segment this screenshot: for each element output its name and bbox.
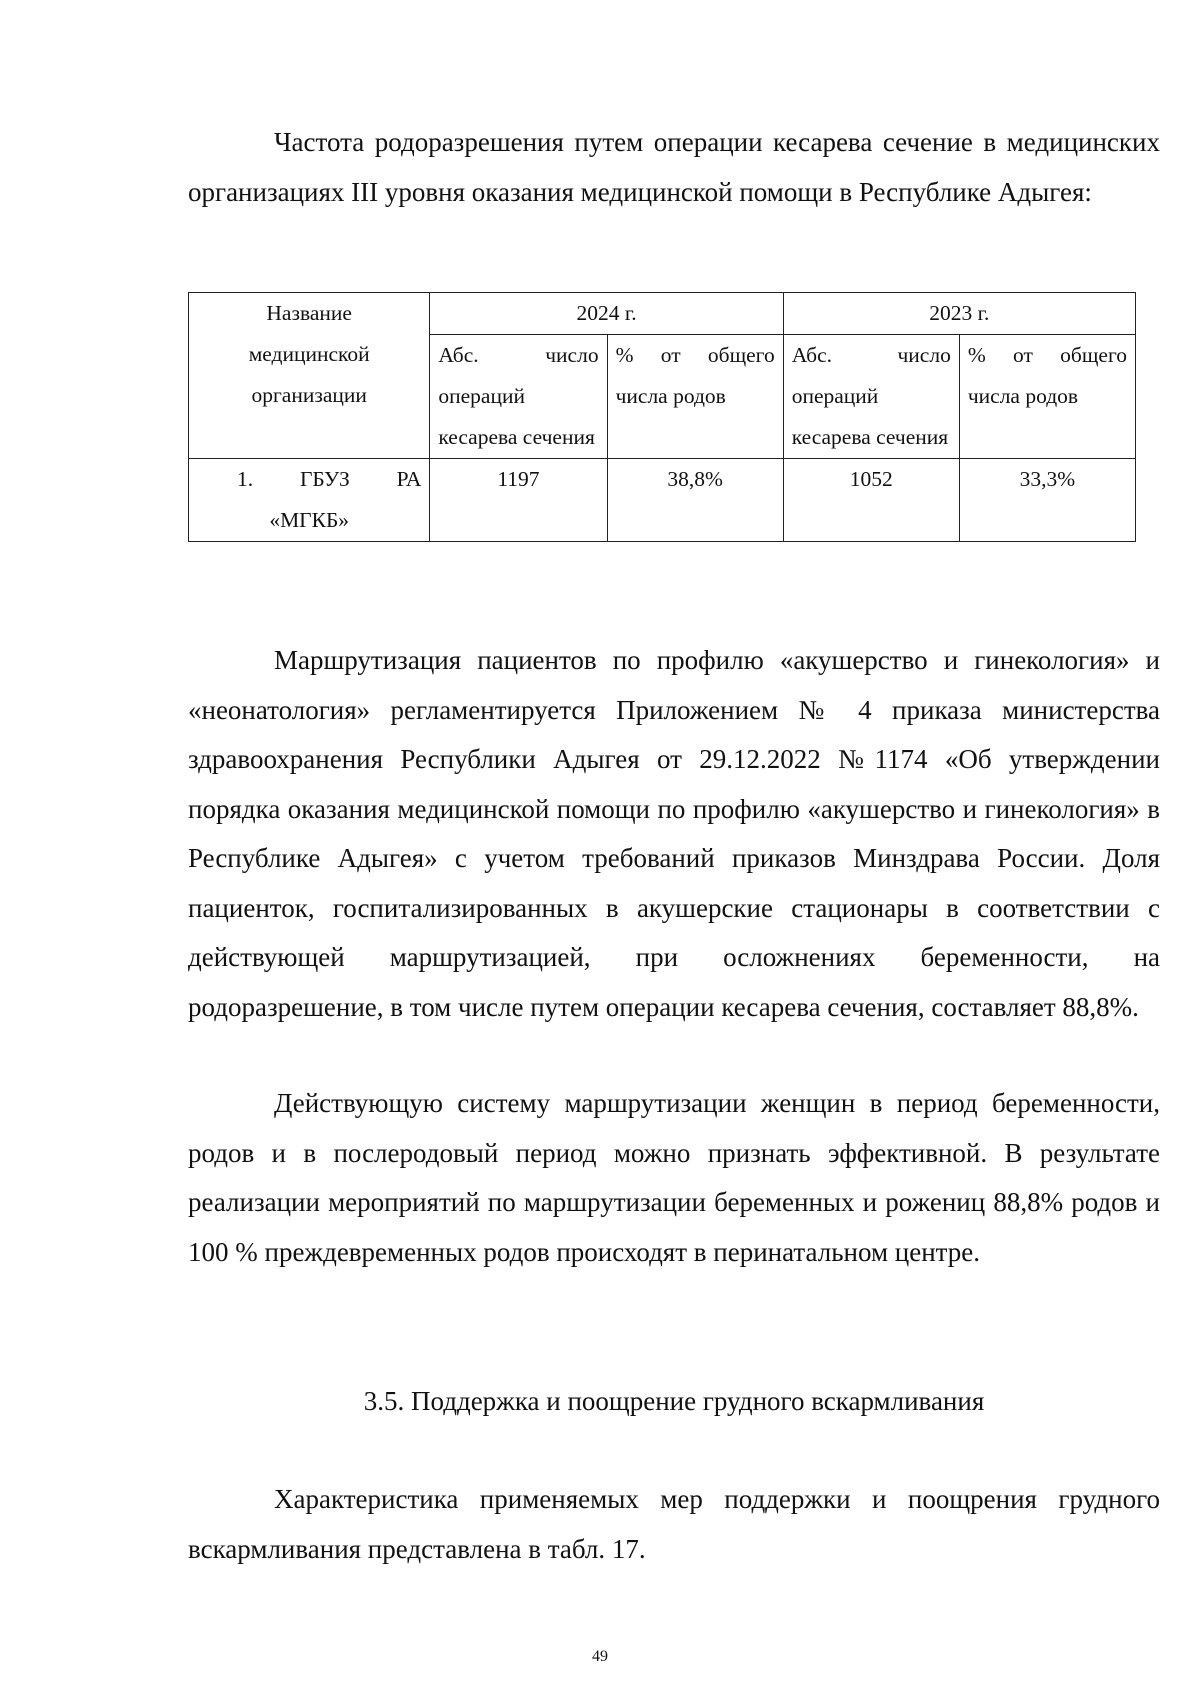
header-year-2024: 2024 г. (430, 293, 783, 335)
breastfeeding-text: Характеристика применяемых мер поддержки и поощрения грудного вскармливания представлена в табл. 17. (188, 1484, 1160, 1564)
header-pct-2023: % от общего числа родов (959, 335, 1135, 459)
header-abs-2023: Абс. число операций кесарева сечения (783, 335, 959, 459)
org-name-part1: ГБУЗ (300, 467, 350, 491)
breastfeeding-paragraph (188, 1475, 1160, 1574)
table-row (189, 459, 1136, 542)
effectiveness-text: Действующую систему маршрутизации женщин в период беременности, родов и в послеродовый период можно признать эффективной. В результате реализации мероприятий по маршрутизации беременных и рожениц 88,8% родов и 100 % преждевременных родов происходят в перинатальном центре. (188, 1088, 1160, 1267)
abs-2023-value: 1052 (783, 459, 959, 542)
intro-text: Частота родоразрешения путем операции кесарева сечение в медицинских организациях III уровня оказания медицинской помощи в Республике Адыгея: (188, 127, 1160, 207)
header-year-2023: 2023 г. (783, 293, 1135, 335)
routing-paragraph (188, 636, 1160, 1032)
pct-2024-value: 38,8% (607, 459, 783, 542)
org-name-part2: РА (396, 467, 422, 491)
org-cell (189, 459, 430, 542)
row-number: 1. (237, 467, 254, 491)
intro-paragraph (188, 118, 1160, 217)
abs-2024-value: 1197 (430, 459, 607, 542)
org-name-part3: «МГКБ» (269, 508, 350, 532)
header-org-name: Название медицинской организации (189, 293, 430, 459)
effectiveness-paragraph (188, 1079, 1160, 1277)
header-abs-2024: Абс. число операций кесарева сечения (430, 335, 607, 459)
cesarean-frequency-table (188, 292, 1136, 542)
pct-2023-value: 33,3% (959, 459, 1135, 542)
page-number: 49 (592, 1648, 608, 1665)
routing-text: Маршрутизация пациентов по профилю «акушерство и гинекология» и «неонатология» регламентируется Приложением № 4 приказа министерства здравоохранения Республики Адыгея от 29.12.2022 №1174 «Об утверждении порядка оказания медицинской помощи по профилю «акушерство и гинекология» в Республике Адыгея» с учетом требований приказов Минздрава России. Доля пациенток, госпитализированных в акушерские стационары в соответствии с действующей маршрутизацией, при осложнениях беременности, на родоразрешение, в том числе путем операции кесарева сечения, составляет 88,8%. (188, 645, 1160, 1022)
section-heading: 3.5. Поддержка и поощрение грудного вскармливания (363, 1386, 985, 1416)
header-pct-2024: % от общего числа родов (607, 335, 783, 459)
